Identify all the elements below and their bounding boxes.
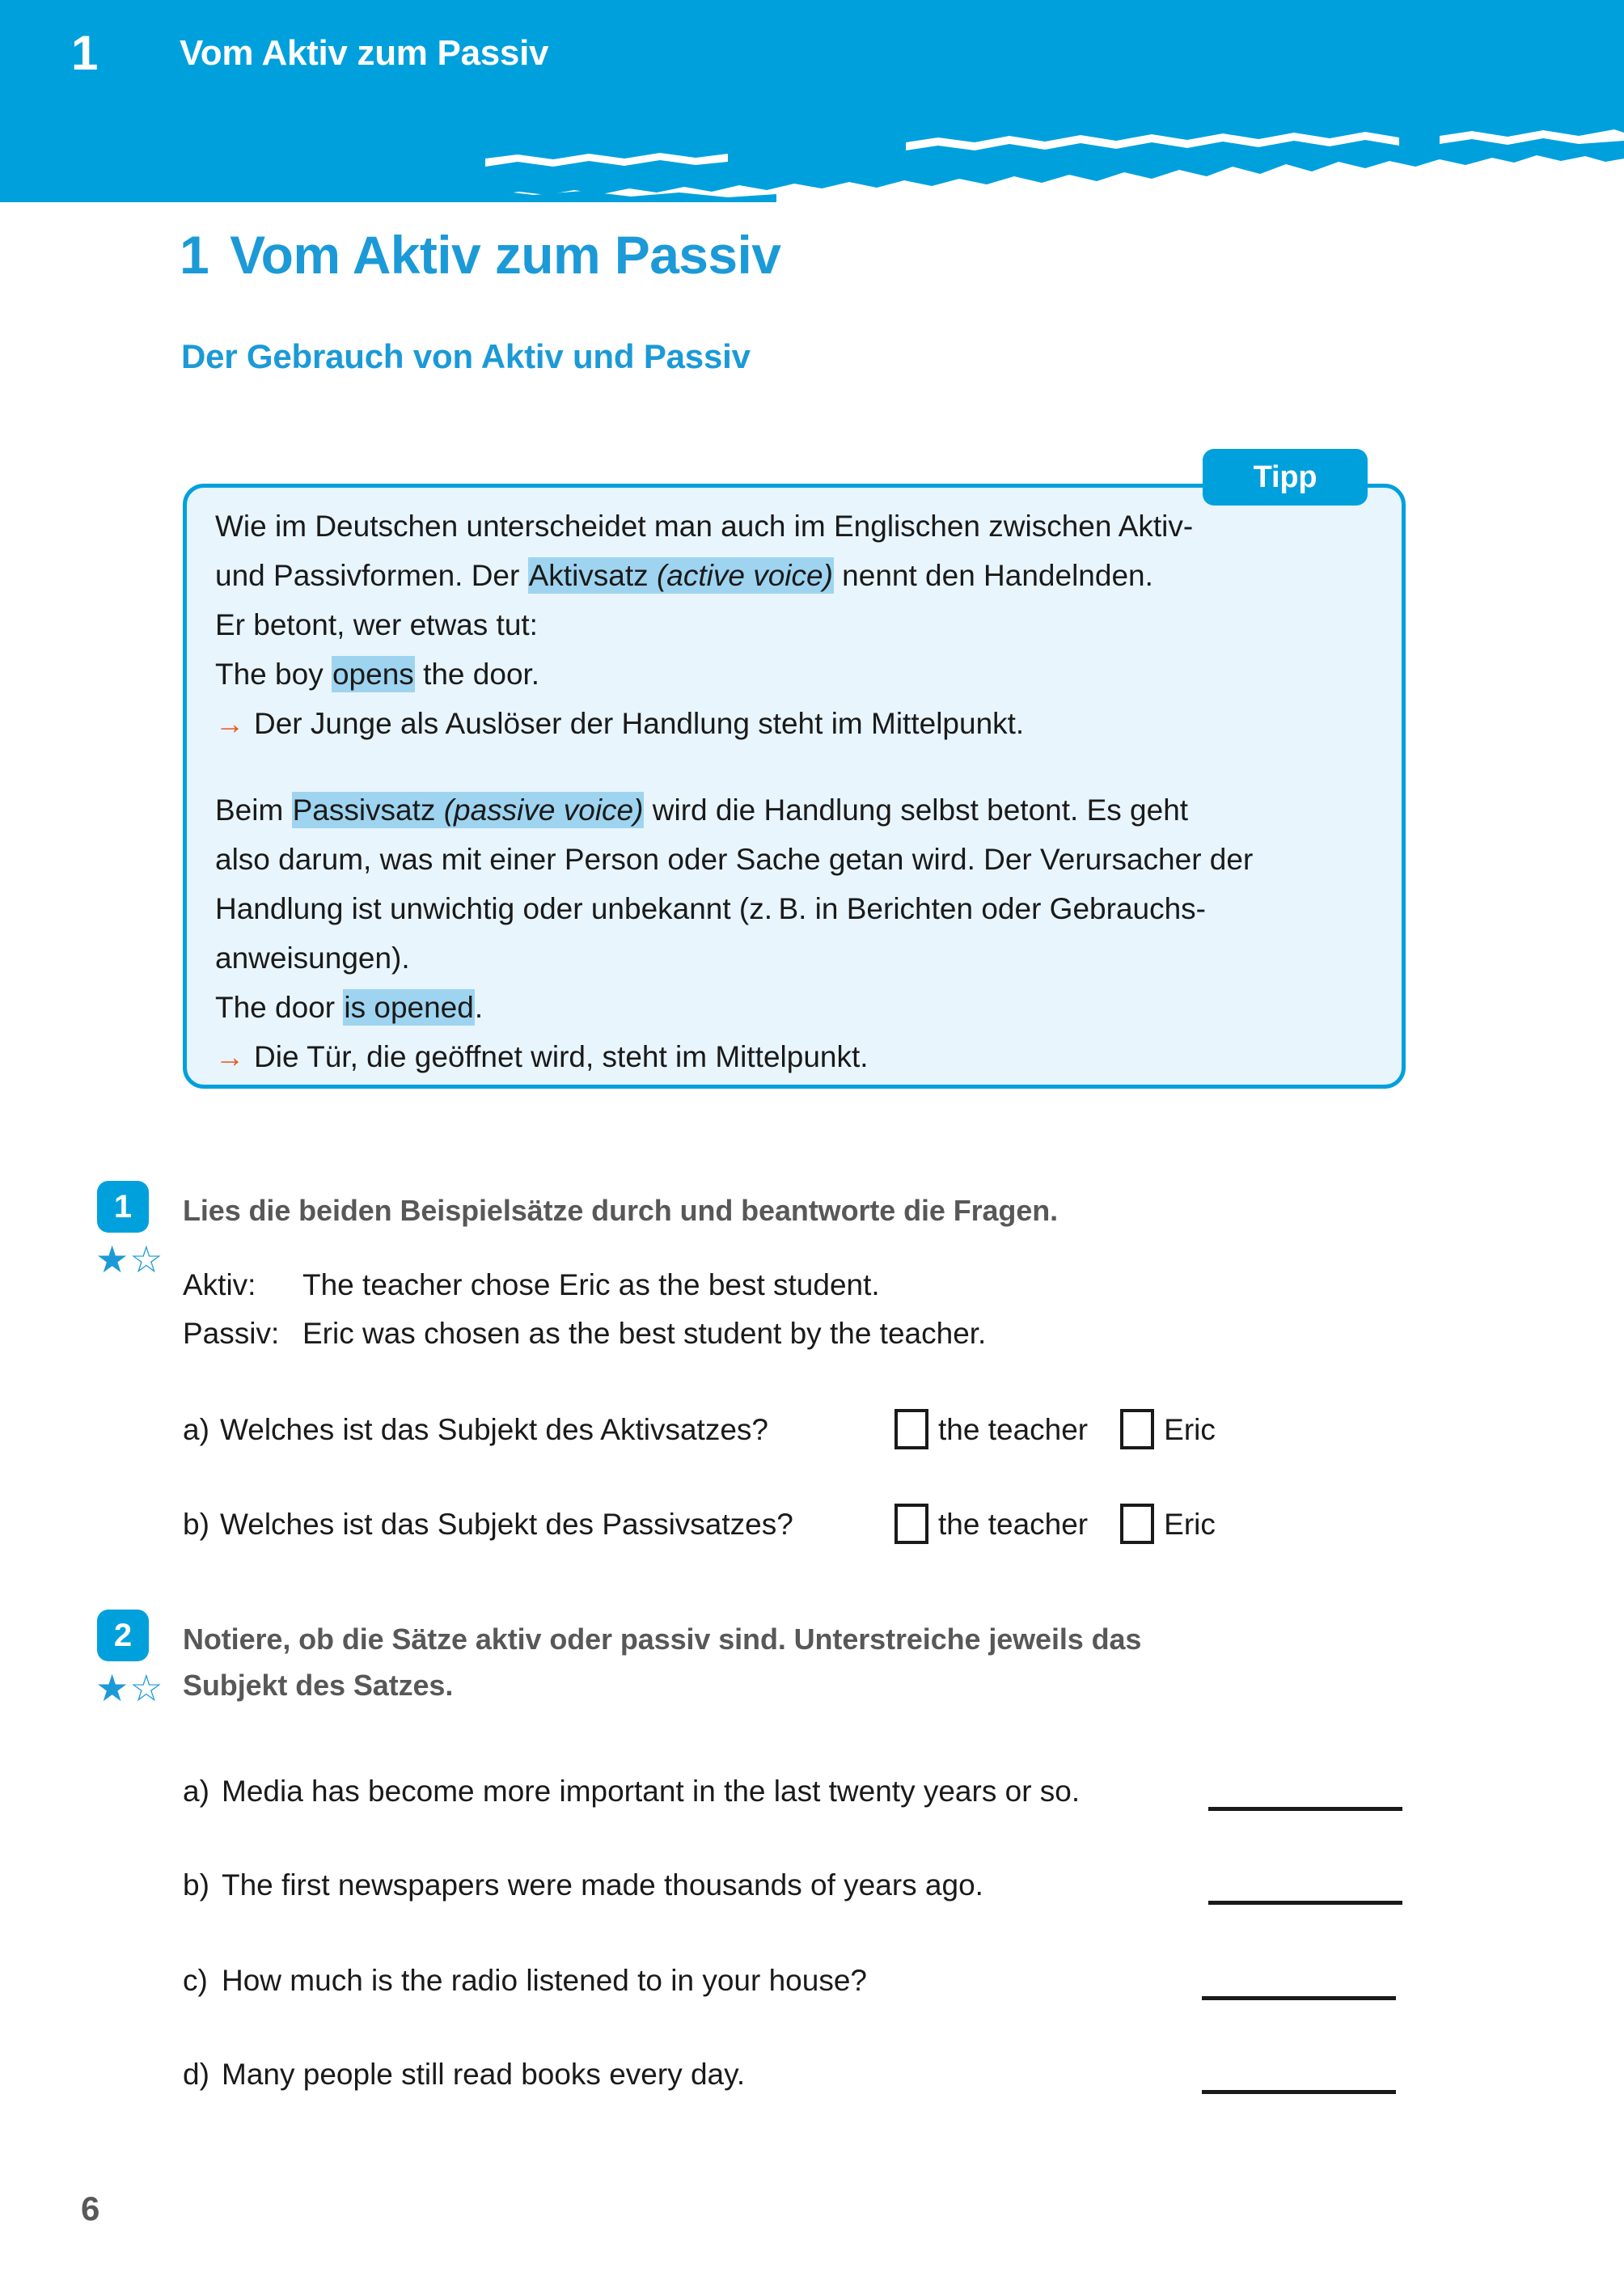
- checkbox-a-the-teacher[interactable]: [894, 1409, 928, 1449]
- tipp-box-content: [215, 501, 1396, 1081]
- answer-line-c[interactable]: [1202, 1996, 1396, 2000]
- example-sentence-passiv: Eric was chosen as the best student by the teacher.: [302, 1317, 987, 1350]
- checkbox-b-the-teacher-label: the teacher: [938, 1507, 1089, 1541]
- exercise-1-example-aktiv: [183, 1270, 880, 1300]
- question-a-text: Welches ist das Subjekt des Aktivsatzes?: [220, 1412, 768, 1446]
- tipp-p1-line4-after: the door.: [414, 658, 540, 691]
- arrow-right-icon: →: [215, 1040, 244, 1073]
- tipp-p1-line1: [215, 501, 1396, 551]
- tipp-term-is-opened: is opened: [344, 991, 474, 1024]
- page-number: 6: [81, 2189, 100, 2227]
- answer-line-a[interactable]: [1208, 1807, 1402, 1811]
- checkbox-b-the-teacher[interactable]: [894, 1504, 928, 1544]
- tipp-term-passive-voice: (passive voice): [443, 793, 644, 827]
- question-a-label: a): [183, 1412, 209, 1446]
- exercise-2-instruction: [183, 1616, 1444, 1708]
- arrow-right-icon: →: [215, 707, 244, 740]
- tipp-p2-line1-before: Beim: [215, 793, 292, 827]
- exercise-2-number: 2: [113, 1618, 133, 1653]
- item-a-text: Media has become more important in the last twenty years or so.: [222, 1775, 1081, 1808]
- example-label-passiv: Passiv:: [183, 1317, 280, 1350]
- tipp-p2-line1: [215, 785, 1396, 835]
- tipp-p1-line3: Er betont, wer etwas tut:: [215, 608, 538, 641]
- exercise-2-instruction-line1: Notiere, ob die Sätze aktiv oder passiv sind. Unterstreiche jeweils das: [183, 1622, 1142, 1656]
- tipp-p2-line1-after: wird die Handlung selbst betont. Es geht: [644, 793, 1189, 827]
- tipp-p1-line2: [215, 551, 1396, 600]
- tipp-p1-line4-before: The boy: [215, 658, 332, 691]
- tipp-p2-line5-after: .: [474, 991, 484, 1024]
- tipp-p1-line2-before: und Passivformen. Der: [215, 559, 528, 592]
- exercise-2-badge: [97, 1610, 149, 1661]
- page-title-number: 1: [180, 225, 209, 285]
- checkbox-a-the-teacher-label: the teacher: [938, 1412, 1089, 1446]
- exercise-1-number: 1: [113, 1189, 133, 1225]
- exercise-1-instruction: Lies die beiden Beispielsätze durch und beantworte die Fragen.: [183, 1194, 1059, 1227]
- exercise-2-instruction-line2: Subjekt des Satzes.: [183, 1669, 454, 1702]
- tipp-p1-line4: [215, 649, 1396, 699]
- tipp-p2-line5-before: The door: [215, 991, 344, 1024]
- answer-line-d[interactable]: [1202, 2090, 1396, 2094]
- exercise-1-example-passiv: [183, 1318, 986, 1348]
- page-title: [180, 225, 781, 285]
- tipp-p1-line2-after: nennt den Handelnden.: [833, 559, 1153, 592]
- item-b-text: The first newspapers were made thousands of years ago.: [222, 1868, 983, 1902]
- tipp-p2-line2: also darum, was mit einer Person oder Sache getan wird. Der Verursacher der: [215, 843, 1254, 876]
- exercise-1-question-b: [183, 1504, 1248, 1544]
- tipp-p1-line1-text: Wie im Deutschen unterscheidet man auch im Englischen zwischen Aktiv-: [215, 510, 1194, 543]
- exercise-1-question-a: [183, 1409, 1248, 1449]
- header-banner: [0, 0, 1624, 202]
- tipp-p2-line4: anweisungen).: [215, 941, 410, 975]
- item-c-label: c): [183, 1964, 208, 1997]
- tipp-tab-label: Tipp: [1253, 459, 1317, 494]
- checkbox-b-eric[interactable]: [1120, 1504, 1154, 1544]
- exercise-2-item-a: [183, 1776, 1080, 1806]
- answer-line-b[interactable]: [1208, 1901, 1402, 1905]
- item-c-text: How much is the radio listened to in your house?: [222, 1964, 867, 1997]
- tipp-tab: [1203, 449, 1368, 506]
- tipp-p1-conclusion: [215, 699, 1396, 748]
- tipp-term-active-voice: (active voice): [656, 559, 833, 592]
- tipp-p2-line5: [215, 983, 1396, 1032]
- tipp-paragraph-gap: [215, 748, 1396, 785]
- page-title-text: Vom Aktiv zum Passiv: [230, 225, 781, 285]
- tipp-term-opens: opens: [332, 658, 414, 691]
- example-sentence-aktiv: The teacher chose Eric as the best student.: [302, 1268, 880, 1301]
- checkbox-a-eric[interactable]: [1120, 1409, 1154, 1449]
- example-label-aktiv: Aktiv:: [183, 1268, 256, 1301]
- page-subtitle: Der Gebrauch von Aktiv und Passiv: [181, 337, 751, 375]
- question-b-label: b): [183, 1507, 209, 1541]
- question-a-text-wrap: [183, 1412, 894, 1446]
- item-d-label: d): [183, 2058, 209, 2091]
- item-d-text: Many people still read books every day.: [222, 2058, 746, 2091]
- exercise-2-item-d: [183, 2059, 745, 2089]
- tipp-p1-conclusion-text: Der Junge als Auslöser der Handlung steht im Mittelpunkt.: [254, 707, 1025, 740]
- item-b-label: b): [183, 1868, 209, 1902]
- tipp-term-aktivsatz: Aktivsatz: [528, 559, 657, 592]
- checkbox-b-eric-label: Eric: [1164, 1507, 1216, 1541]
- tipp-term-passivsatz: Passivsatz: [292, 793, 444, 827]
- header-chapter-number: 1: [71, 26, 98, 80]
- question-b-text: Welches ist das Subjekt des Passivsatzes?: [220, 1507, 793, 1541]
- item-a-label: a): [183, 1775, 209, 1808]
- tipp-p2-line3: Handlung ist unwichtig oder unbekannt (z. B. in Berichten oder Gebrauchs-: [215, 892, 1206, 925]
- exercise-2-item-c: [183, 1965, 867, 1995]
- exercise-2-item-b: [183, 1870, 983, 1900]
- exercise-1-difficulty-stars: ★☆: [95, 1238, 164, 1280]
- tipp-p2-conclusion: [215, 1032, 1396, 1081]
- header-chapter-title: Vom Aktiv zum Passiv: [180, 33, 549, 73]
- banner-brush-shape: [0, 0, 1624, 202]
- exercise-1-badge: [97, 1181, 149, 1233]
- question-b-text-wrap: [183, 1509, 894, 1539]
- checkbox-a-eric-label: Eric: [1164, 1412, 1216, 1446]
- tipp-p2-conclusion-text: Die Tür, die geöffnet wird, steht im Mittelpunkt.: [254, 1040, 869, 1073]
- exercise-2-difficulty-stars: ★☆: [95, 1667, 164, 1709]
